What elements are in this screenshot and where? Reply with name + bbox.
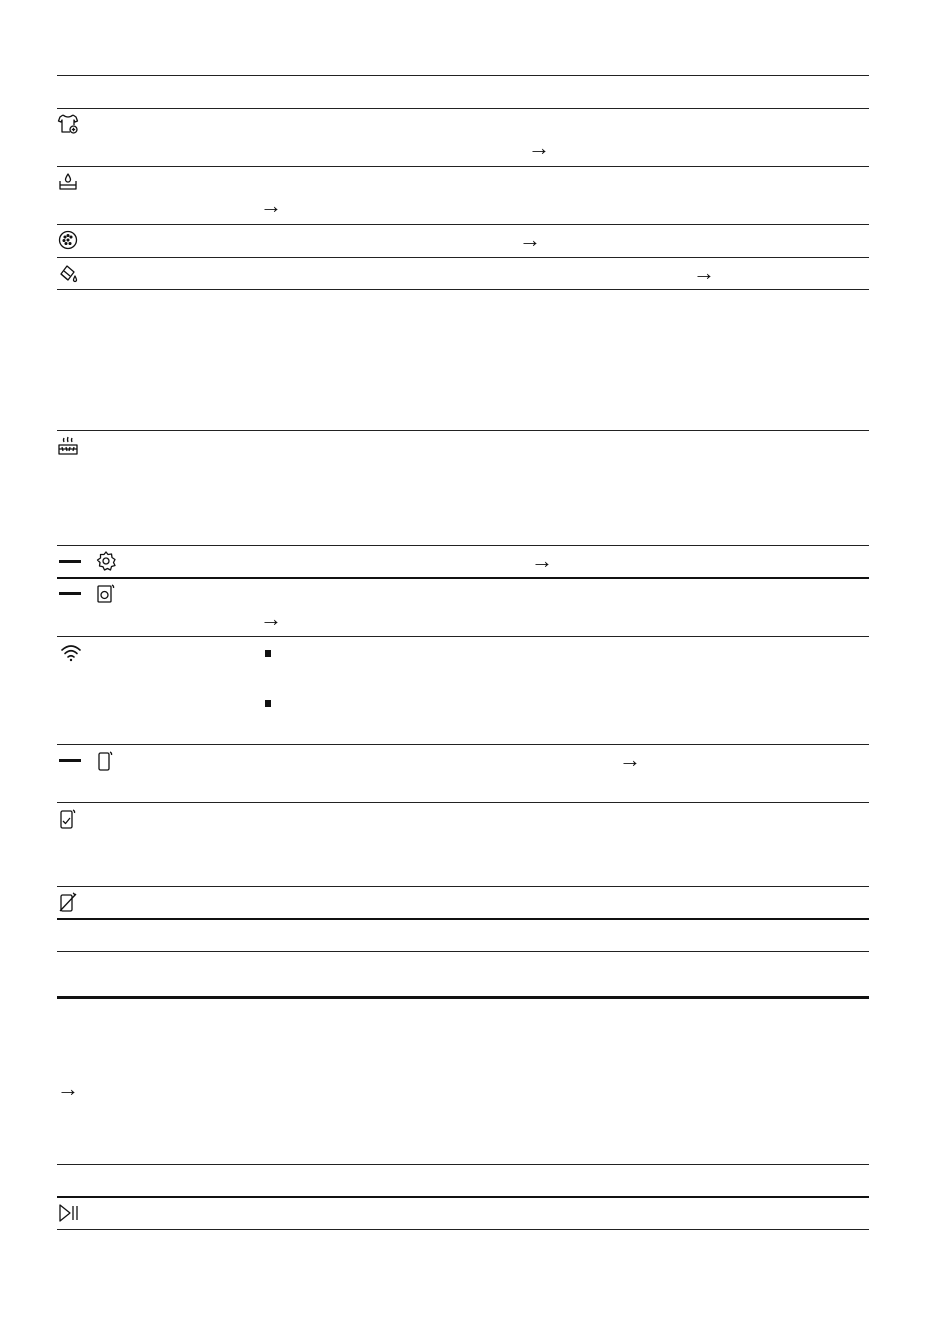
table-rule-bottom — [57, 1229, 869, 1230]
list-bullet — [265, 650, 271, 657]
dash-marker — [59, 560, 81, 563]
row-divider — [57, 802, 869, 803]
dash-marker — [59, 759, 81, 762]
row-divider — [57, 1164, 869, 1165]
washing-machine-icon — [95, 583, 117, 605]
arrow-icon: → — [528, 135, 550, 160]
row-divider — [57, 289, 869, 290]
row-divider — [57, 166, 869, 167]
arrow-icon: → — [260, 606, 282, 631]
drum-dots-icon — [57, 229, 79, 251]
row-divider — [57, 108, 869, 109]
dash-marker — [59, 592, 81, 595]
row-divider — [57, 257, 869, 258]
settings-gear-icon — [95, 550, 117, 572]
row-divider — [57, 886, 869, 887]
row-divider — [57, 636, 869, 637]
arrow-icon: → — [519, 227, 541, 252]
arrow-icon: → — [693, 260, 715, 285]
phone-icon — [95, 750, 117, 772]
row-divider — [57, 430, 869, 431]
wifi-icon — [60, 642, 82, 664]
phone-disabled-icon — [57, 891, 79, 913]
row-divider — [57, 918, 869, 920]
phone-check-icon — [57, 808, 79, 830]
t-shirt-plus-icon — [57, 113, 79, 135]
arrow-icon: → — [619, 747, 641, 772]
row-divider — [57, 744, 869, 745]
heating-basin-icon — [57, 435, 79, 457]
play-pause-icon — [57, 1202, 79, 1224]
row-divider — [57, 224, 869, 225]
row-divider — [57, 577, 869, 579]
row-divider — [57, 951, 869, 952]
arrow-icon: → — [57, 1076, 79, 1101]
table-rule-top — [57, 75, 869, 76]
detergent-bottle-icon — [57, 262, 79, 284]
list-bullet — [265, 700, 271, 707]
basin-drop-icon — [57, 171, 79, 193]
row-divider — [57, 545, 869, 546]
section-rule — [57, 996, 869, 999]
arrow-icon: → — [260, 193, 282, 218]
arrow-icon: → — [531, 548, 553, 573]
row-divider — [57, 1196, 869, 1198]
